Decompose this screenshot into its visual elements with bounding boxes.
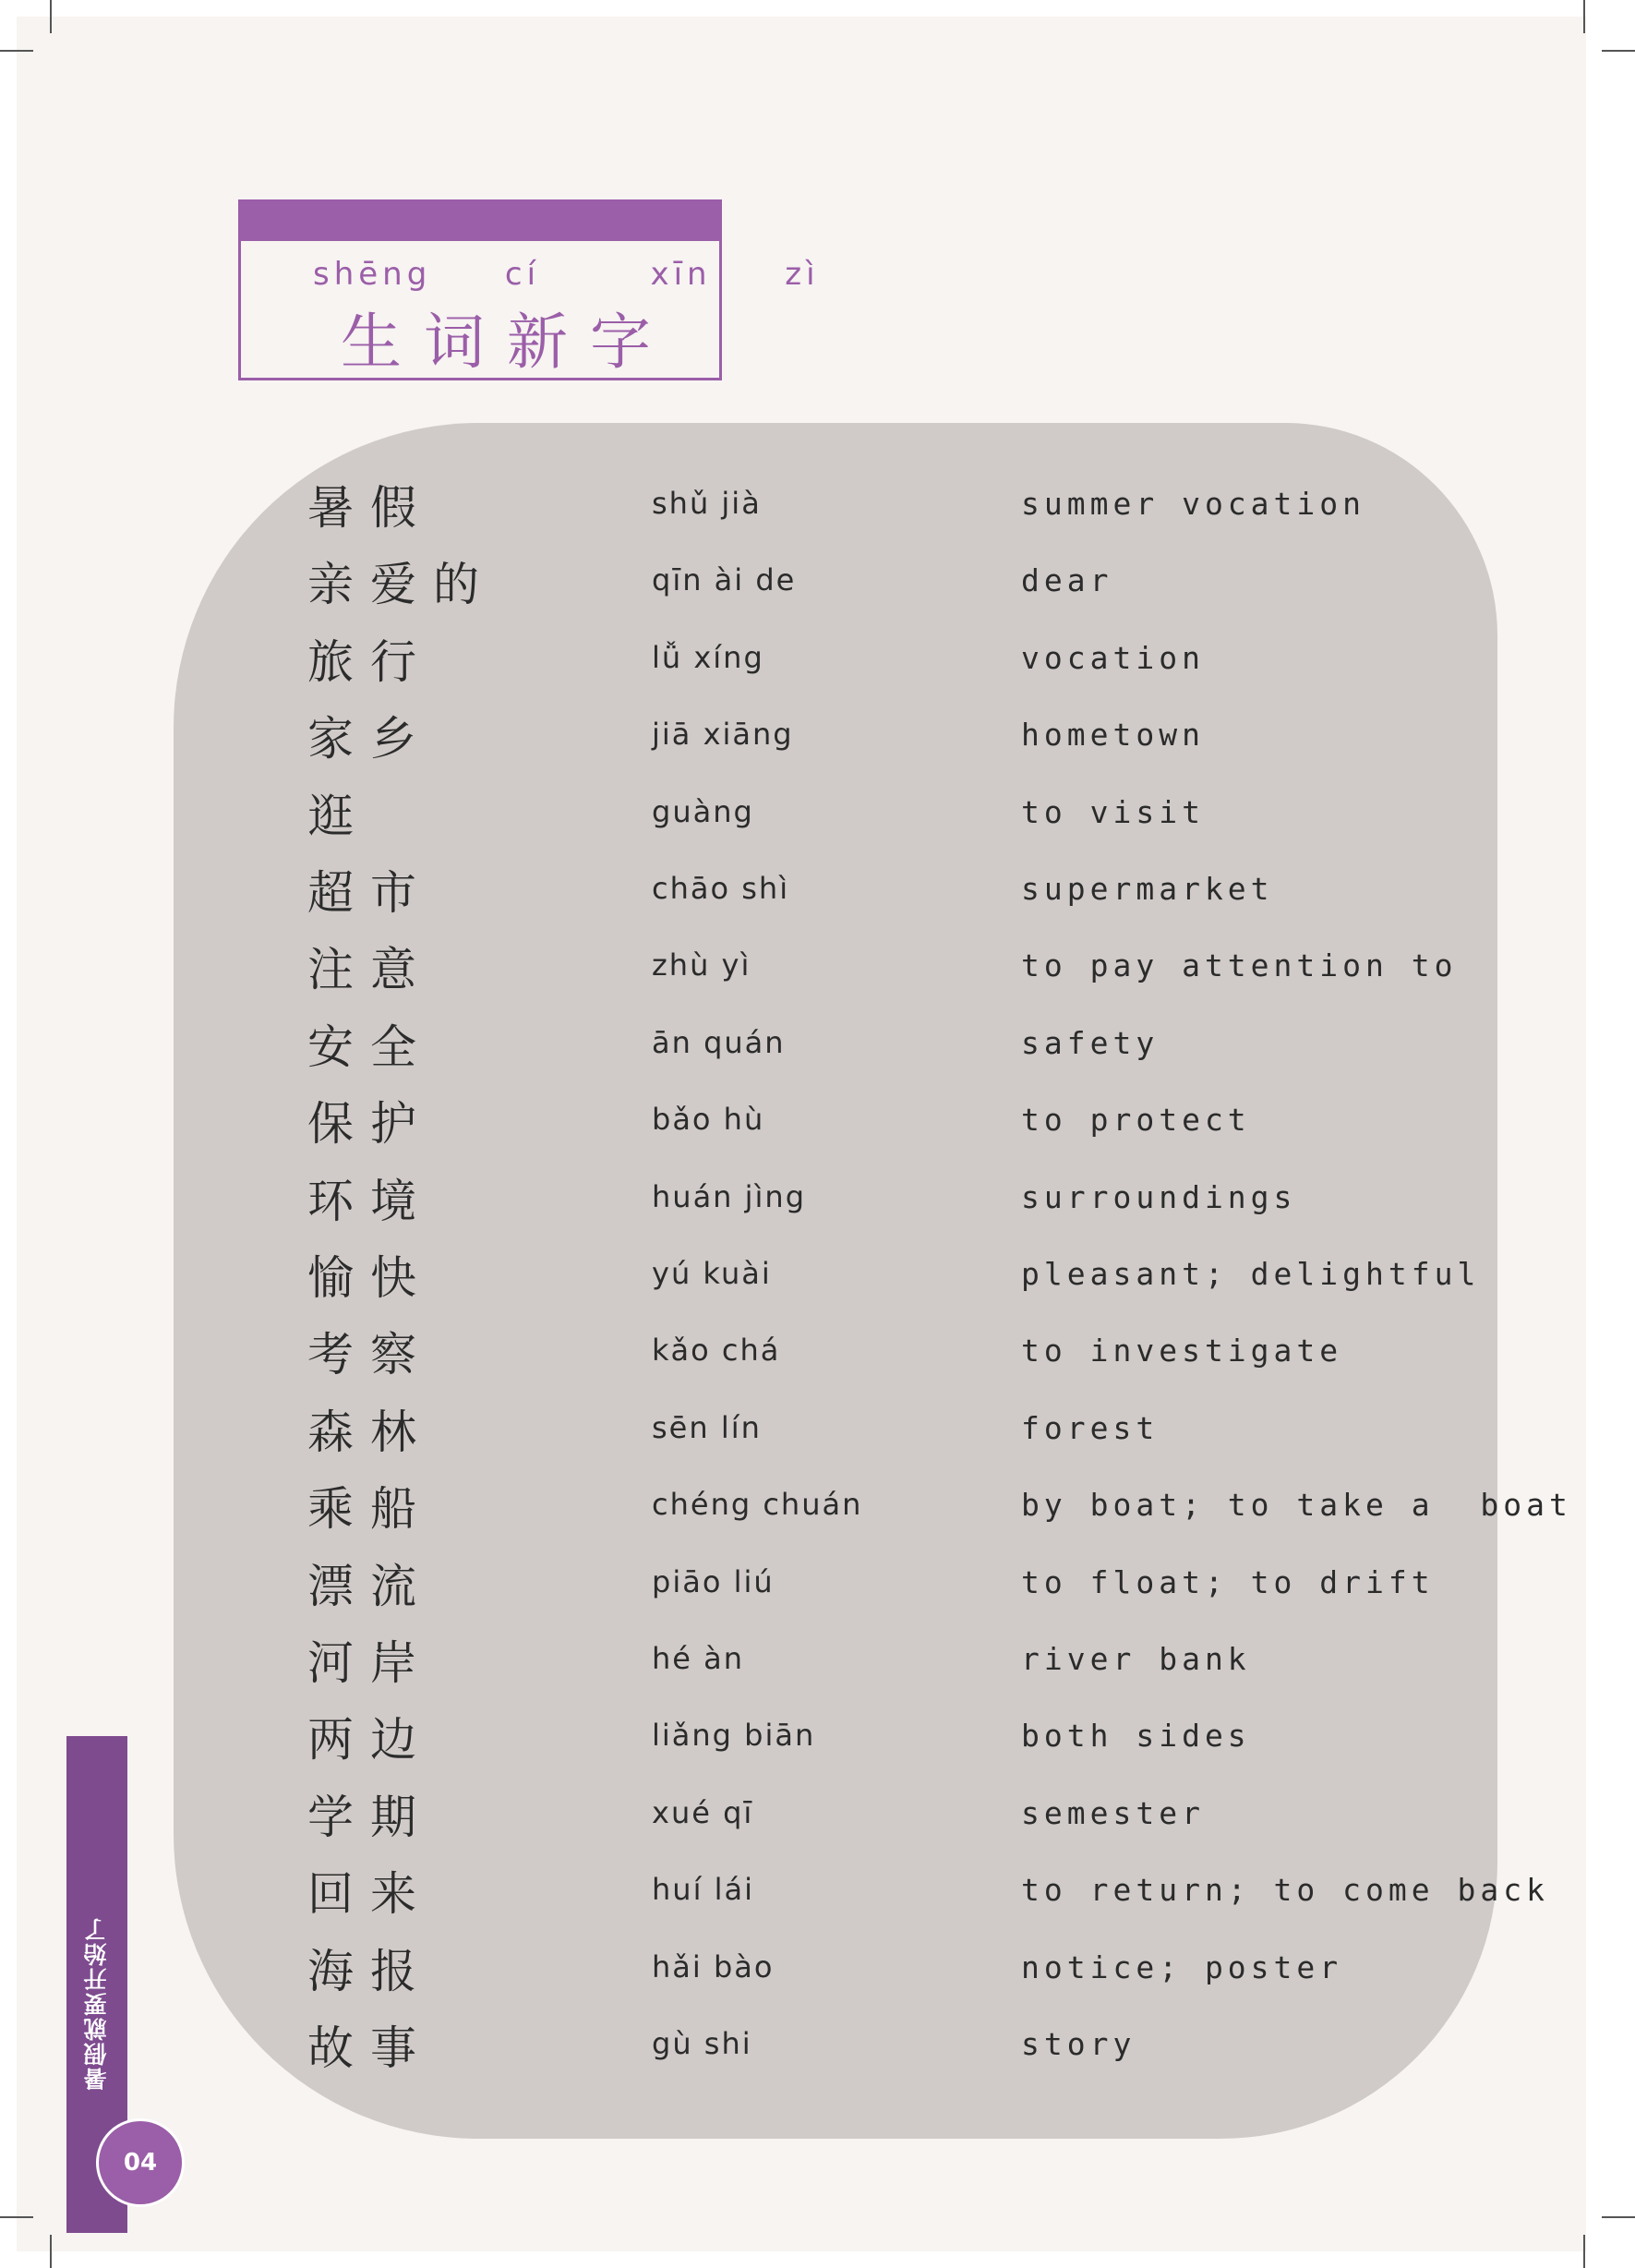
vocab-pinyin: kǎo chá — [652, 1333, 781, 1369]
header-band — [241, 202, 719, 241]
vocab-row — [174, 1777, 1497, 1853]
crop-mark — [50, 2235, 52, 2268]
vocab-row — [174, 1314, 1497, 1391]
vocab-pinyin: ān quán — [652, 1024, 786, 1060]
vocab-pinyin: liǎng biān — [652, 1718, 816, 1754]
vocab-pinyin: zhù yì — [652, 947, 751, 983]
vocab-hanzi: 海报 — [307, 1944, 433, 1998]
vocab-pinyin: chéng chuán — [652, 1487, 863, 1523]
vocab-english: to return; to come back — [1021, 1872, 1549, 1909]
vocab-row — [174, 1237, 1497, 1314]
vocab-hanzi: 河岸 — [307, 1636, 433, 1690]
crop-mark — [1602, 2216, 1635, 2218]
vocab-pinyin: jiā xiāng — [652, 717, 794, 753]
vocab-row — [174, 929, 1497, 1006]
vocab-hanzi: 暑假 — [307, 481, 433, 535]
vocab-english: summer vocation — [1021, 486, 1366, 522]
crop-mark — [50, 0, 52, 33]
vocab-pinyin: bǎo hù — [652, 1102, 765, 1138]
vocab-english: to visit — [1021, 793, 1205, 830]
vocab-hanzi: 安全 — [307, 1019, 433, 1074]
vocab-pinyin: shǔ jià — [652, 486, 762, 521]
vocab-row — [174, 698, 1497, 775]
vocab-hanzi: 家乡 — [307, 712, 433, 766]
vocab-english: vocation — [1021, 639, 1205, 676]
vocab-pinyin: hé àn — [652, 1641, 745, 1676]
vocab-pinyin: huí lái — [652, 1872, 755, 1908]
vocab-row — [174, 1468, 1572, 1545]
vocab-row — [174, 2008, 1497, 2084]
vocab-english: to protect — [1021, 1102, 1251, 1139]
vocab-hanzi: 超市 — [307, 866, 433, 920]
vocab-row — [174, 1931, 1497, 2008]
vocab-pinyin: hǎi bào — [652, 1948, 775, 1984]
vocab-row — [174, 776, 1497, 852]
vocab-hanzi: 考察 — [307, 1328, 433, 1382]
vocab-row — [174, 1623, 1497, 1699]
vocab-pinyin: huán jìng — [652, 1178, 806, 1214]
vocab-row — [174, 852, 1497, 929]
vocab-english: to pay attention to — [1021, 947, 1458, 984]
vocab-row — [174, 1083, 1497, 1160]
header-pinyin: shēng cí xīn zì — [313, 256, 820, 293]
vocab-pinyin: lǚ xíng — [652, 639, 764, 675]
crop-mark — [0, 50, 33, 52]
vocab-row — [174, 1161, 1497, 1237]
crop-mark — [1583, 2235, 1585, 2268]
book-page — [17, 17, 1586, 2251]
vocab-pinyin: sēn lín — [652, 1409, 762, 1445]
vocab-row — [174, 1546, 1497, 1623]
section-header — [238, 199, 820, 380]
vocab-english: by boat; to take a boat — [1021, 1487, 1572, 1524]
vocab-hanzi: 逛 — [307, 789, 370, 843]
vocab-english: pleasant; delightful — [1021, 1256, 1481, 1292]
vocab-english: to float; to drift — [1021, 1563, 1435, 1600]
vocab-hanzi: 回来 — [307, 1867, 433, 1922]
crop-mark — [0, 2216, 33, 2218]
vocab-pinyin: guàng — [652, 793, 754, 829]
vocab-hanzi: 注意 — [307, 943, 433, 997]
vocab-english: story — [1021, 2026, 1136, 2062]
vocab-row — [174, 1699, 1497, 1776]
vocab-hanzi: 森林 — [307, 1405, 433, 1459]
vocab-hanzi: 漂流 — [307, 1559, 433, 1613]
vocab-row — [174, 621, 1497, 698]
vocabulary-panel — [174, 423, 1572, 2139]
vocab-english: river bank — [1021, 1641, 1251, 1677]
vocab-english: supermarket — [1021, 871, 1274, 907]
vocab-row — [174, 1392, 1497, 1468]
vocab-pinyin: piāo liú — [652, 1563, 775, 1599]
page-number-badge: 04 — [96, 2118, 185, 2207]
vocab-row — [174, 544, 1497, 621]
vocab-hanzi: 愉快 — [307, 1251, 433, 1305]
vocab-hanzi: 保护 — [307, 1097, 433, 1152]
vocab-hanzi: 旅行 — [307, 634, 433, 689]
vocab-hanzi: 学期 — [307, 1790, 433, 1844]
vocab-row — [174, 1853, 1549, 1930]
vocab-english: dear — [1021, 562, 1113, 599]
vocab-pinyin: yú kuài — [652, 1256, 772, 1291]
vocab-english: both sides — [1021, 1718, 1251, 1755]
vocab-pinyin: gù shi — [652, 2026, 752, 2061]
vocab-english: surroundings — [1021, 1178, 1297, 1215]
vocab-hanzi: 乘船 — [307, 1482, 433, 1537]
crop-mark — [1583, 0, 1585, 33]
vocab-english: to investigate — [1021, 1333, 1343, 1369]
chapter-title: 暑假就要开始了 — [83, 1916, 110, 2092]
vocab-english: safety — [1021, 1024, 1160, 1061]
vocab-pinyin: chāo shì — [652, 871, 790, 906]
vocab-pinyin: qīn ài de — [652, 562, 797, 598]
vocab-english: notice; poster — [1021, 1948, 1343, 1985]
vocab-pinyin: xué qī — [652, 1794, 754, 1830]
vocab-hanzi: 亲爱的 — [307, 558, 496, 612]
vocab-hanzi: 故事 — [307, 2021, 433, 2075]
vocab-hanzi: 两边 — [307, 1713, 433, 1767]
page-title: 生词新字 — [341, 307, 673, 378]
vocab-english: forest — [1021, 1409, 1160, 1446]
vocab-hanzi: 环境 — [307, 1174, 433, 1228]
vocab-english: hometown — [1021, 717, 1205, 754]
vocab-row — [174, 467, 1497, 544]
vocab-english: semester — [1021, 1794, 1205, 1831]
crop-mark — [1602, 50, 1635, 52]
vocab-row — [174, 1007, 1497, 1083]
